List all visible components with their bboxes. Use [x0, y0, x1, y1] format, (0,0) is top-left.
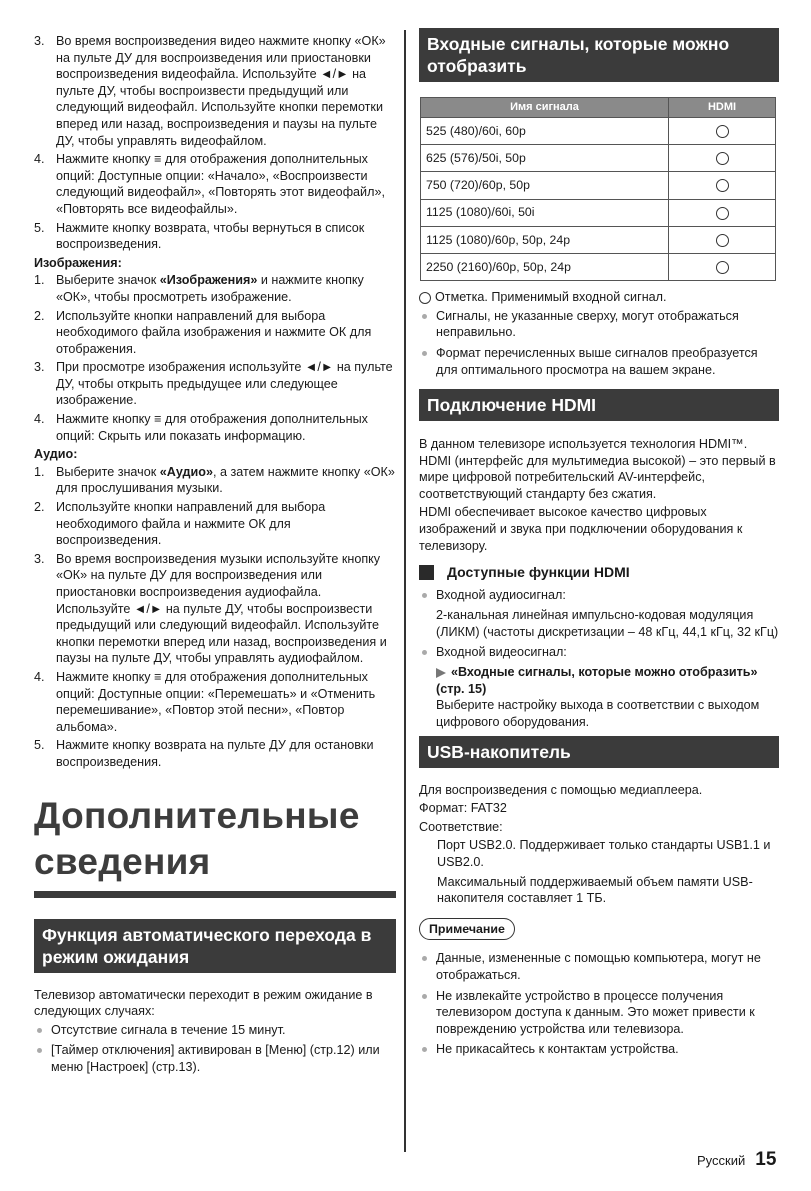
- chapter-title: Дополнительные сведения: [34, 794, 360, 882]
- table-row: 750 (720)/60p, 50p: [421, 172, 776, 199]
- hdmi-section-title: Подключение HDMI: [419, 389, 779, 421]
- list-item: [Таймер отключения] активирован в [Меню] (стр.12) или меню [Настроек] (стр.13).: [34, 1042, 396, 1075]
- list-item: 5. Нажмите кнопку возврата на пульте ДУ для остановки воспроизведения.: [34, 738, 374, 769]
- hdmi-video-bullet: [419, 644, 779, 661]
- images-heading: Изображения:: [34, 255, 122, 270]
- signals-table: [420, 97, 776, 281]
- list-item: 4. Нажмите кнопку ≡ для отображения дополнительных опций: Скрыть или показать информацию.: [34, 412, 368, 443]
- table-row: 625 (576)/50i, 50p: [421, 145, 776, 172]
- hdmi-features-heading: Доступные функции HDMI: [419, 564, 779, 581]
- list-item: Входной видеосигнал:: [419, 644, 779, 661]
- circle-mark-icon: [419, 292, 431, 304]
- page-number: 15: [755, 1149, 777, 1170]
- page-footer: [697, 1149, 777, 1170]
- footer-language: Русский: [697, 1153, 746, 1168]
- list-item: 2. Используйте кнопки направлений для выбора необходимого файла и нажмите ОК для воспроизведения.: [34, 500, 326, 548]
- video-steps-list: [34, 33, 396, 253]
- hdmi-para-1: В данном телевизоре используется технология HDMI™. HDMI (интерфейс для мультимедиа высокой) – это первый в мире цифровой потребительский AV-интерфейс, соответствующий стандарту без сжатия.: [419, 437, 776, 501]
- list-item: Сигналы, не указанные сверху, могут отображаться неправильно.: [419, 308, 779, 341]
- col-hdmi: HDMI: [669, 98, 776, 118]
- circle-mark-icon: [716, 261, 729, 274]
- arrow-right-icon: [436, 668, 446, 678]
- table-row: 1125 (1080)/60i, 50i: [421, 199, 776, 226]
- list-item: 4. Нажмите кнопку ≡ для отображения дополнительных опций: Доступные опции: «Перемешать» и «Отменить перемешивание», «Повтор этой песни», «Повтор альбома».: [34, 669, 376, 734]
- left-column: [34, 33, 396, 1080]
- list-item: 3. Во время воспроизведения музыки используйте кнопку «ОК» на пульте ДУ для воспроизведения или приостановки воспроизведения аудиофайла. Используйте ◄/► на пульте ДУ, чтобы воспроизвести предыдущий или следующий видеофайл. Используйте кнопки перемотки вперед или назад, воспроизведения и паузы на пульте ДУ, чтобы управлять аудиофайлом.: [34, 551, 387, 666]
- signals-legend: Отметка. Применимый входной сигнал.: [419, 289, 779, 306]
- circle-mark-icon: [716, 234, 729, 247]
- audio-steps-list: [34, 464, 396, 771]
- list-item: 5. Нажмите кнопку возврата, чтобы вернуться в список воспроизведения.: [34, 220, 365, 252]
- usb-line-2: Формат: FAT32: [419, 801, 507, 816]
- square-bullet-icon: [419, 565, 434, 580]
- signals-bullets: [419, 308, 779, 378]
- circle-mark-icon: [716, 179, 729, 192]
- usb-port-text: Порт USB2.0. Поддерживает только стандарты USB1.1 и USB2.0.: [437, 838, 771, 869]
- usb-notes: [419, 950, 779, 1058]
- hdmi-audio-text: 2-канальная линейная импульсно-кодовая модуляция (ЛИКМ) (частоты дискретизации – 48 кГц, 44,1 кГц, 32 кГц): [436, 608, 779, 640]
- audio-heading: Аудио:: [34, 447, 78, 462]
- column-divider: [404, 30, 406, 1152]
- circle-mark-icon: [716, 125, 729, 138]
- usb-line-1: Для воспроизведения с помощью медиаплеера.: [419, 782, 703, 797]
- hdmi-audio-bullet: [419, 587, 779, 604]
- hdmi-para-2: HDMI обеспечивает высокое качество цифровых изображений и звука при подключении оборудования к телевизору.: [419, 505, 743, 553]
- table-row: 525 (480)/60i, 60p: [421, 118, 776, 145]
- list-item: Не извлекайте устройство в процессе получения телевизором доступа к данным. Это может привести к повреждению устройства или телевизора.: [419, 988, 779, 1038]
- table-row: 2250 (2160)/60p, 50p, 24p: [421, 253, 776, 280]
- list-item: 2. Используйте кнопки направлений для выбора необходимого файла изображения и нажмите ОК для отображения.: [34, 308, 372, 356]
- usb-section-title: USB-накопитель: [419, 736, 779, 768]
- image-steps-list: [34, 272, 396, 444]
- circle-mark-icon: [716, 207, 729, 220]
- list-item: Не прикасайтесь к контактам устройства.: [419, 1041, 779, 1058]
- table-row: 1125 (1080)/60p, 50p, 24p: [421, 226, 776, 253]
- standby-bullets: [34, 1022, 396, 1076]
- list-item: 3. Во время воспроизведения видео нажмите кнопку «ОК» на пульте ДУ для воспроизведения или приостановки воспроизведения видеофайла. Используйте ◄/► на пульте ДУ, чтобы воспроизвести предыдущий или следующий видеофайл. Используйте кнопки перемотки вперед или назад, воспроизведения и паузы на пульте ДУ, чтобы управлять видеофайлом.: [34, 34, 386, 148]
- list-item: Данные, измененные с помощью компьютера, могут не отображаться.: [419, 950, 779, 983]
- col-signal-name: Имя сигнала: [421, 98, 669, 118]
- note-label: Примечание: [419, 918, 515, 941]
- table-header-row: [421, 98, 776, 118]
- list-item: Входной аудиосигнал:: [419, 587, 779, 604]
- list-item: 1. Выберите значок «Аудио», а затем нажмите кнопку «ОК» для прослушивания музыки.: [34, 464, 395, 496]
- list-item: 1. Выберите значок «Изображения» и нажмите кнопку «ОК», чтобы просмотреть изображение.: [34, 273, 364, 304]
- list-item: 3. При просмотре изображения используйте ◄/► на пульте ДУ, чтобы открыть предыдущее или следующее изображение.: [34, 360, 393, 408]
- standby-intro: Телевизор автоматически переходит в режим ожидание в следующих случаях:: [34, 987, 373, 1019]
- list-item: Формат перечисленных выше сигналов преобразуется для оптимального просмотра на вашем экране.: [419, 345, 779, 378]
- circle-mark-icon: [716, 152, 729, 165]
- signals-section-title: Входные сигналы, которые можно отобразить: [419, 28, 779, 82]
- hdmi-video-text: Выберите настройку выхода в соответствии с выходом цифрового оборудования.: [436, 698, 760, 729]
- standby-section-title: Функция автоматического перехода в режим ожидания: [34, 919, 396, 973]
- list-item: 4. Нажмите кнопку ≡ для отображения дополнительных опций: Доступные опции: «Начало», «Воспроизвести следующий видеофайл», «Повторять этот видеофайл», «Повторять все видеофайлы».: [34, 152, 385, 216]
- right-column: [419, 28, 779, 1062]
- chapter-rule: [34, 891, 396, 898]
- cross-reference-link[interactable]: «Входные сигналы, которые можно отобразить» (стр. 15): [436, 665, 758, 696]
- usb-capacity-text: Максимальный поддерживаемый объем памяти USB-накопителя составляет 1 ТБ.: [437, 874, 753, 906]
- usb-line-3: Соответствие:: [419, 819, 503, 834]
- list-item: Отсутствие сигнала в течение 15 минут.: [34, 1022, 396, 1039]
